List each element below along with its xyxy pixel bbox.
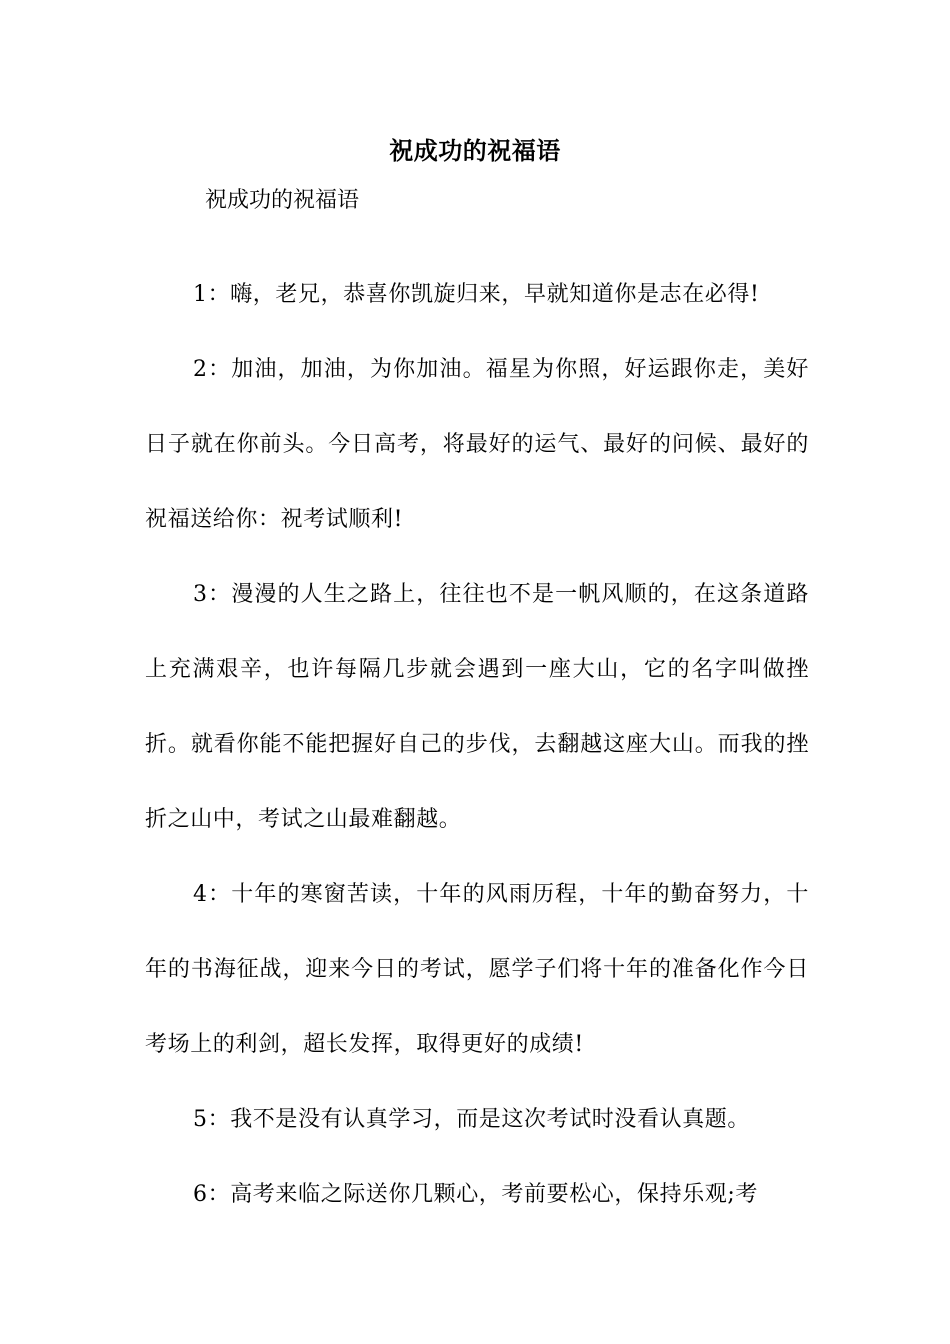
paragraph-6: 6：高考来临之际送你几颗心，考前要松心，保持乐观;考: [193, 1182, 759, 1207]
paragraph-1: 1：嗨，老兄，恭喜你凯旋归来，早就知道你是志在必得!: [193, 282, 760, 307]
paragraph-2: 2：加油，加油，为你加油。福星为你照，好运跟你走，美好日子就在你前头。今日高考，将最好的运气、最好的问候、最好的祝福送给你：祝考试顺利!: [145, 357, 809, 532]
document-subtitle: 祝成功的祝福语: [205, 188, 360, 213]
document-body: [145, 257, 809, 1232]
paragraph-3: 3：漫漫的人生之路上，往往也不是一帆风顺的，在这条道路上充满艰辛，也许每隔几步就会遇到一座大山，它的名字叫做挫折。就看你能不能把握好自己的步伐，去翻越这座大山。而我的挫折之山中，考试之山最难翻越。: [145, 582, 809, 832]
paragraph-4: 4：十年的寒窗苦读，十年的风雨历程，十年的勤奋努力，十年的书海征战，迎来今日的考试，愿学子们将十年的准备化作今日考场上的利剑，超长发挥，取得更好的成绩!: [145, 882, 809, 1057]
paragraph-5: 5：我不是没有认真学习，而是这次考试时没看认真题。: [193, 1107, 750, 1132]
document-title: 祝成功的祝福语: [389, 136, 561, 165]
